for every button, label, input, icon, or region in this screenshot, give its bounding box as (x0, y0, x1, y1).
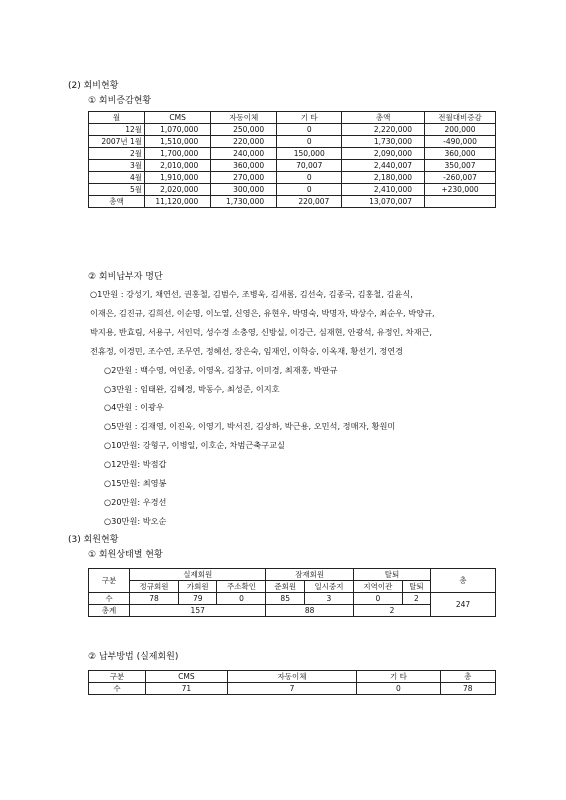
header-real-members: 실제회원 (130, 569, 266, 581)
header-other: 기 타 (277, 112, 342, 124)
cell: 0 (277, 124, 342, 136)
donor-line: ○4만원 : 이광우 (104, 402, 164, 413)
member-status-table (88, 568, 496, 617)
table-header-row (89, 112, 496, 124)
cell: 총액 (89, 196, 145, 208)
donor-list (90, 285, 510, 531)
header-auto-transfer: 자동이체 (227, 671, 356, 683)
section-3-sub1: ① 회원상태별 현황 (88, 550, 163, 560)
table-header-row (89, 671, 496, 683)
section-3-title: (3) 회원현황 (68, 535, 119, 545)
cell: 0 (353, 593, 402, 605)
cell: 2,010,000 (145, 160, 211, 172)
header-potential-members: 잠재회원 (266, 569, 353, 581)
cell: 0 (217, 593, 266, 605)
cell: 220,007 (277, 196, 342, 208)
cell: 350,007 (425, 160, 496, 172)
cell: 2월 (89, 148, 145, 160)
donor-line: ○10만원: 강형구, 이병일, 이호순, 차범근축구교실 (104, 440, 285, 451)
cell: 78 (440, 683, 495, 695)
cell: 0 (277, 136, 342, 148)
cell: 0 (277, 172, 342, 184)
header-total: 총 (440, 671, 495, 683)
cell: 12월 (89, 124, 145, 136)
cell: 270,000 (211, 172, 277, 184)
cell: 85 (266, 593, 305, 605)
header-other: 기 타 (357, 671, 440, 683)
header-gubun: 구분 (89, 671, 146, 683)
header-month: 월 (89, 112, 145, 124)
cell: 수 (89, 683, 146, 695)
cell: 5월 (89, 184, 145, 196)
table-row (89, 160, 496, 172)
cell: 2,410,000 (342, 184, 425, 196)
donor-line: ○5만원 : 김재영, 이진욱, 이영기, 박서진, 김상하, 박근용, 오민석, 정매자, 황원미 (104, 421, 396, 432)
table-row (89, 593, 496, 605)
subheader: 주소확인 (217, 581, 266, 593)
cell: 2,020,000 (145, 184, 211, 196)
subheader: 가회원 (178, 581, 217, 593)
subheader: 정규회원 (130, 581, 179, 593)
cell: -490,000 (425, 136, 496, 148)
cell: 2,220,000 (342, 124, 425, 136)
cell: 3월 (89, 160, 145, 172)
payment-method-table (88, 670, 496, 695)
cell: 150,000 (277, 148, 342, 160)
cell: 3 (304, 593, 353, 605)
cell: 1,700,000 (145, 148, 211, 160)
donor-line: ○1만원 : 강성기, 채연선, 권홍철, 김범수, 조병욱, 김새롬, 김선숙, 김종국, 김홍철, 김윤식, (90, 289, 413, 299)
cell: -260,007 (425, 172, 496, 184)
cell-total-value: 247 (431, 593, 496, 617)
cell (425, 196, 496, 208)
header-change: 전월대비증감 (425, 112, 496, 124)
table-header-row (89, 569, 496, 581)
donor-line: 박지용, 반효림, 서용구, 서인덕, 성수경 소충영, 신방실, 이강근, 심재현, 안광석, 유정인, 차재근, (90, 326, 432, 337)
cell: 240,000 (211, 148, 277, 160)
header-total: 총 (431, 569, 496, 593)
cell: 2,090,000 (342, 148, 425, 160)
header-auto-transfer: 자동이체 (211, 112, 277, 124)
cell: 수 (89, 593, 130, 605)
donor-line: ○12만원: 박점갑 (104, 459, 167, 470)
dues-change-table (88, 111, 496, 208)
cell: 78 (130, 593, 179, 605)
cell: 220,000 (211, 136, 277, 148)
table-row (89, 136, 496, 148)
table-row (89, 184, 496, 196)
cell: 157 (130, 605, 266, 617)
cell: 70,007 (277, 160, 342, 172)
cell: 360,000 (425, 148, 496, 160)
cell: 1,730,000 (211, 196, 277, 208)
cell: 200,000 (425, 124, 496, 136)
cell: 88 (266, 605, 353, 617)
table-row (89, 124, 496, 136)
cell: 2007년 1월 (89, 136, 145, 148)
cell: 0 (357, 683, 440, 695)
cell: 71 (146, 683, 228, 695)
cell: 1,510,000 (145, 136, 211, 148)
header-withdrawn: 탈퇴 (353, 569, 430, 581)
header-cms: CMS (145, 112, 211, 124)
cell: 2 (402, 593, 430, 605)
cell: 79 (178, 593, 217, 605)
donor-line: ○15만원: 최영봉 (104, 478, 167, 489)
cell: 2 (353, 605, 430, 617)
cell: 1,070,000 (145, 124, 211, 136)
cell: 300,000 (211, 184, 277, 196)
cell: 360,000 (211, 160, 277, 172)
cell: 0 (277, 184, 342, 196)
table-row (89, 148, 496, 160)
donor-line: 이재은, 김진규, 김희선, 이순명, 이노열, 신영은, 유현우, 박명숙, 박명자, 박상수, 최순우, 박양규, (90, 307, 435, 318)
subheader: 지역이관 (353, 581, 402, 593)
header-total: 총액 (342, 112, 425, 124)
section-2-title: (2) 회비현황 (68, 81, 119, 91)
cell: 4월 (89, 172, 145, 184)
subheader: 탈퇴 (402, 581, 430, 593)
header-cms: CMS (146, 671, 228, 683)
cell: 총계 (89, 605, 130, 617)
donor-line: ○30만원: 박오순 (104, 515, 167, 526)
cell: 7 (227, 683, 356, 695)
cell: 11,120,000 (145, 196, 211, 208)
cell: 1,910,000 (145, 172, 211, 184)
cell: +230,000 (425, 184, 496, 196)
cell: 250,000 (211, 124, 277, 136)
donor-line: ○3만원 : 임태완, 김혜경, 박동수, 최성준, 이지호 (104, 383, 280, 394)
cell: 13,070,007 (342, 196, 425, 208)
subheader: 준회원 (266, 581, 305, 593)
cell: 1,730,000 (342, 136, 425, 148)
section-2-sub1: ① 회비증감현황 (88, 96, 152, 106)
cell: 2,440,007 (342, 160, 425, 172)
donor-line: 전휴정, 이경민, 조수연, 조무연, 정혜선, 장은숙, 임재인, 이학승, 이옥재, 황선기, 정연경 (90, 345, 404, 356)
donor-line: ○2만원 : 백수영, 여인종, 이영옥, 김창규, 이미경, 최재홍, 박판규 (104, 364, 338, 375)
table-row (89, 172, 496, 184)
section-2-sub2: ② 회비납부자 명단 (88, 272, 163, 282)
cell: 2,180,000 (342, 172, 425, 184)
table-total-row (89, 196, 496, 208)
donor-line: ○20만원: 우경선 (104, 496, 167, 507)
table-row (89, 683, 496, 695)
section-3-sub2: ② 납부방법 (실제회원) (88, 652, 179, 662)
header-gubun: 구분 (89, 569, 130, 593)
subheader: 일시중지 (304, 581, 353, 593)
